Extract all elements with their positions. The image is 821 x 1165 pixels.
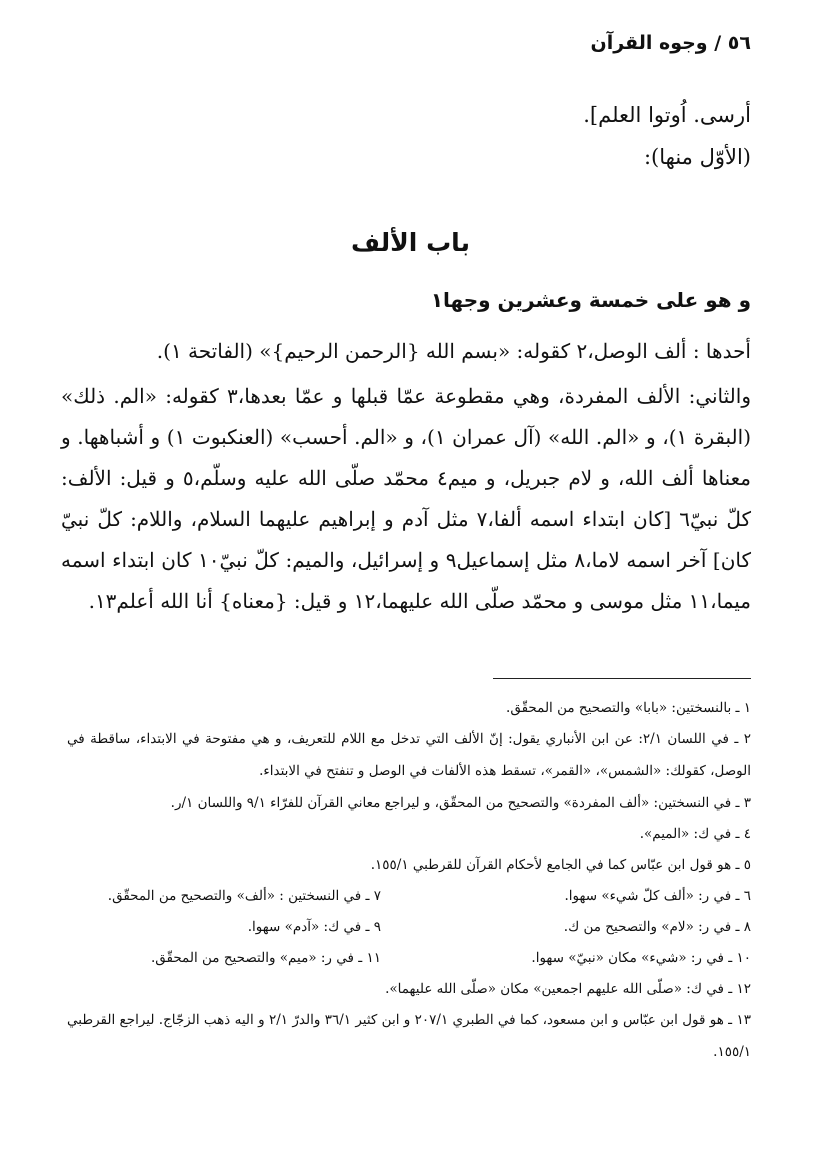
- footnote-13: ١٣ ـ هو قول ابن عبّاس و ابن مسعود، كما في الطبري ٢٠٧/١ و ابن كثير ٣٦/١ والدرّ ٢/١ و اليه ذهب الزجّاج. ليراجع القرطبي ١٥٥/١.: [67, 1012, 751, 1060]
- previous-text-line-1: أرسى. اُوتوا العلم].: [583, 103, 751, 127]
- chapter-intro: و هو على خمسة وعشرين وجها١: [430, 288, 751, 312]
- footnote-4: ٤ ـ في ك: «الميم».: [639, 826, 751, 842]
- paragraph-second-meaning: والثاني: الألف المفردة، وهي مقطوعة عمّا قبلها و عمّا بعدها،٣ كقوله: «الم. ذلك» (البقرة ١)، و «الم. الله» (آل عمران ١)، و «الم. أحسب» (العنكبوت ١) و أشباهها. و معناها ألف الله، و لام جبريل، و ميم٤ محمّد صلّى الله عليه وسلّم،٥ و قيل: الألف: كلّ نبيّ٦ [كان ابتداء اسمه ألفا،٧ مثل آدم و إبراهيم عليهما السلام، واللام: كلّ نبيّ كان] آخر اسمه لاما،٨ مثل إسماعيل٩ و إسرائيل، والميم: كلّ نبيّ١٠ كان ابتداء اسمه ميما،١١ مثل موسى و محمّد صلّى الله عليهما،١٢ و قيل: {معناه} أنا الله أعلم١٣.: [61, 384, 752, 613]
- running-head: ٥٦ / وجوه القرآن: [590, 32, 751, 54]
- footnote-5: ٥ ـ هو قول ابن عبّاس كما في الجامع لأحكام القرآن للقرطبي ١٥٥/١.: [370, 857, 751, 873]
- footnote-9: ٩ ـ في ك: «آدم» سهوا.: [247, 919, 381, 935]
- footnote-2: ٢ ـ في اللسان ٢/١: عن ابن الأنباري يقول: إنّ الألف التي تدخل مع اللام للتعريف، و هي مفتوحة في الابتداء، ساقطة في الوصل، كقولك: «الشمس»، «القمر»، تسقط هذه الألفات في الوصل و تنفتح في الابتداء.: [67, 731, 751, 779]
- paragraph-first-meaning: أحدها : ألف الوصل،٢ كقوله: «بسم الله {الرحمن الرحيم}» (الفاتحة ١).: [156, 339, 751, 363]
- footnote-divider: [493, 678, 751, 679]
- footnote-7: ٧ ـ في النسختين : «ألف» والتصحيح من المحقّق.: [107, 888, 381, 904]
- footnote-3: ٣ ـ في النسختين: «ألف المفردة» والتصحيح من المحقّق، و ليراجع معاني القرآن للفرّاء ٩/١ واللسان ١/ر.: [170, 795, 751, 811]
- previous-text-line-2: (الأوّل منها):: [643, 145, 751, 169]
- chapter-heading: باب الألف: [351, 228, 470, 257]
- footnote-10: ١٠ ـ في ر: «شيء» مكان «نبيّ» سهوا.: [531, 950, 751, 966]
- footnote-12: ١٢ ـ في ك: «صلّى الله عليهم اجمعين» مكان «صلّى الله عليهما».: [385, 981, 751, 997]
- footnote-8: ٨ ـ في ر: «لام» والتصحيح من ك.: [563, 919, 751, 935]
- footnote-11: ١١ ـ في ر: «ميم» والتصحيح من المحقّق.: [150, 950, 381, 966]
- footnote-6: ٦ ـ في ر: «ألف كلّ شيء» سهوا.: [564, 888, 751, 904]
- footnote-1: ١ ـ بالنسختين: «بابا» والتصحيح من المحقّق.: [506, 700, 751, 716]
